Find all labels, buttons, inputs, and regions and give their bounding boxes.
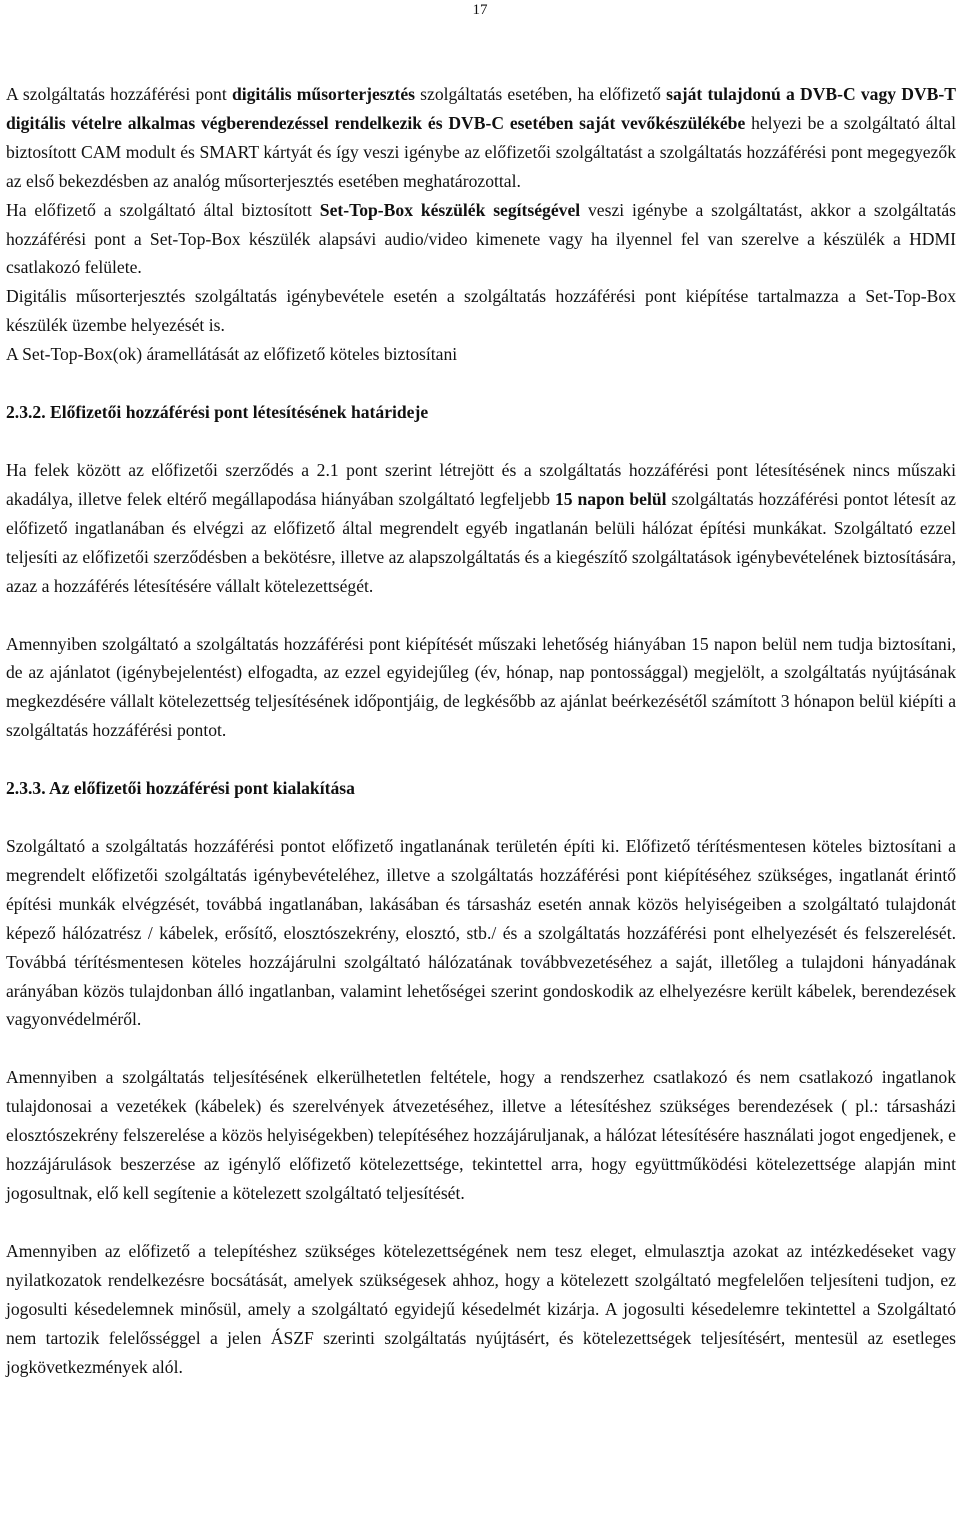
- paragraph-digital-service: Digitális műsorterjesztés szolgáltatás igénybevétele esetén a szolgáltatás hozzáférési pont kiépítése tartalmazza a Set-Top-Box készülék üzembe helyezését is.: [6, 286, 956, 336]
- paragraph-deadline: Ha felek között az előfizetői szerződés a 2.1 pont szerint létrejött és a szolgáltatás hozzáférési pont létesítésének nincs műszaki akadálya, illetve felek eltérő megállapodása hiányában szolgáltató legfeljebb 15 napon belül szolgáltatás hozzáférési pontot létesít az előfizető ingatlanában és elvégzi az előfizető által megrendelt egyéb ingatlanán belüli hálózat építési munkákat. Szolgáltató ezzel teljesíti az előfizetői szerződésben a bekötésre, illetve az alapszolgáltatás és a kiegészítő szolgáltatások igénybevételének biztosítására, azaz a hozzáférés létesítésére vállalt kötelezettségét.: [6, 459, 956, 596]
- paragraph-access-point-setup: Szolgáltató a szolgáltatás hozzáférési pontot előfizető ingatlanának területén építi ki. Előfizető térítésmentesen köteles biztosítani a megrendelt előfizetői szolgáltatás igénybevételéhez, illetve a szolgáltatás hozzáférési pont kiépítéséhez szükséges, ingatlanát érintő építési munkák elvégzését, továbbá ingatlanában, lakásában és társasház esetén annak közös helyiségeiben a szolgáltató tulajdonát képező hálózatrész / kábelek, erősítő, elosztószekrény, elosztó, stb./ és a szolgáltatás hozzáférési pont elhelyezését és felszerelését. Továbbá térítésmentesen köteles hozzájárulni szolgáltató hálózatának továbbvezetéséhez a saját, illetőleg a tulajdoni hányadának arányában közös tulajdonban álló ingatlanban, valamint lehetőségei szerint gondoskodik az elhelyezésre került kábelek, berendezések vagyonvédelméről.: [6, 836, 956, 1030]
- paragraph-digital-access-point: A szolgáltatás hozzáférési pont digitális műsorterjesztés szolgáltatás esetében, ha előfizető saját tulajdonú a DVB-C vagy DVB-T digitális vételre alkalmas végberendezéssel rendelkezik és DVB-C esetében saját vevőkészülékébe helyezi be a szolgáltató által biztosított CAM modult és SMART kártyát és így veszi igénybe az előfizetői szolgáltatást a szolgáltatás hozzáférési pont megegyezők az első bekezdésben az analóg műsorterjesztés esetében meghatározottal.: [6, 84, 956, 191]
- paragraph-set-top-box: Ha előfizető a szolgáltató által biztosított Set-Top-Box készülék segítségével veszi igénybe a szolgáltatást, akkor a szolgáltatás hozzáférési pont a Set-Top-Box készülék alapsávi audio/video kimenete vagy ha ilyennel fel van szerelve a készülék a HDMI csatlakozó felülete.: [6, 199, 957, 278]
- section-heading-2-3-2: 2.3.2. Előfizetői hozzáférési pont létesítésének határideje: [6, 402, 429, 423]
- section-heading-2-3-3: 2.3.3. Az előfizetői hozzáférési pont kialakítása: [6, 778, 355, 799]
- page-number: 17: [472, 2, 488, 18]
- paragraph-technical-limitation: Amennyiben szolgáltató a szolgáltatás hozzáférési pont kiépítését műszaki lehetőség hiányában 15 napon belül nem tudja biztosítani, de az ajánlatot (igénybejelentést) elfogadta, az ezzel egyidejűleg (év, hónap, nap pontossággal) megjelölt, a szolgáltatás nyújtásának megkezdésére vállalt kötelezettség teljesítésének időpontjáig, de legkésőbb az ajánlat beérkezésétől számított 3 hónapon belül kiépíti a szolgáltatás hozzáférési pontot.: [6, 633, 956, 741]
- paragraph-owner-consent: Amennyiben a szolgáltatás teljesítésének elkerülhetetlen feltétele, hogy a rendszerhez csatlakozó és nem csatlakozó ingatlanok tulajdonosai a vezetékek (kábelek) és szerelvények átvezetéséhez, illetve a létesítéshez szükséges berendezések ( pl.: társasházi elosztószekrény felszerelése a közös helyiségekben) telepítéséhez hozzájáruljanak, a hálózat létesítésére használati jogot engedjenek, e hozzájárulások beszerzése az igénylő előfizető kötelezettsége, tekintettel arra, hogy együttműködési kötelezettsége alapján mint jogosultnak, elő kell segítenie a kötelezett szolgáltató teljesítését.: [6, 1067, 956, 1203]
- paragraph-subscriber-delay: Amennyiben az előfizető a telepítéshez szükséges kötelezettségének nem tesz eleget, elmulasztja azokat az intézkedéseket vagy nyilatkozatok rendelkezésre bocsátását, amelyek szükségesek ahhoz, hogy a kötelezett szolgáltató megfelelően teljesíteni tudjon, ez jogosulti késedelemnek minősül, amely a szolgáltató egyidejű késedelmét kizárja. A jogosulti késedelemre tekintettel a Szolgáltató nem tartozik felelősséggel a jelen ÁSZF szerinti szolgáltatás nyújtásért, és kötelezettségek teljesítésért, mentesül az esetleges jogkövetkezmények alól.: [6, 1240, 956, 1377]
- document-body: [6, 80, 956, 1381]
- paragraph-power-supply: A Set-Top-Box(ok) áramellátását az előfizető köteles biztosítani: [6, 344, 458, 365]
